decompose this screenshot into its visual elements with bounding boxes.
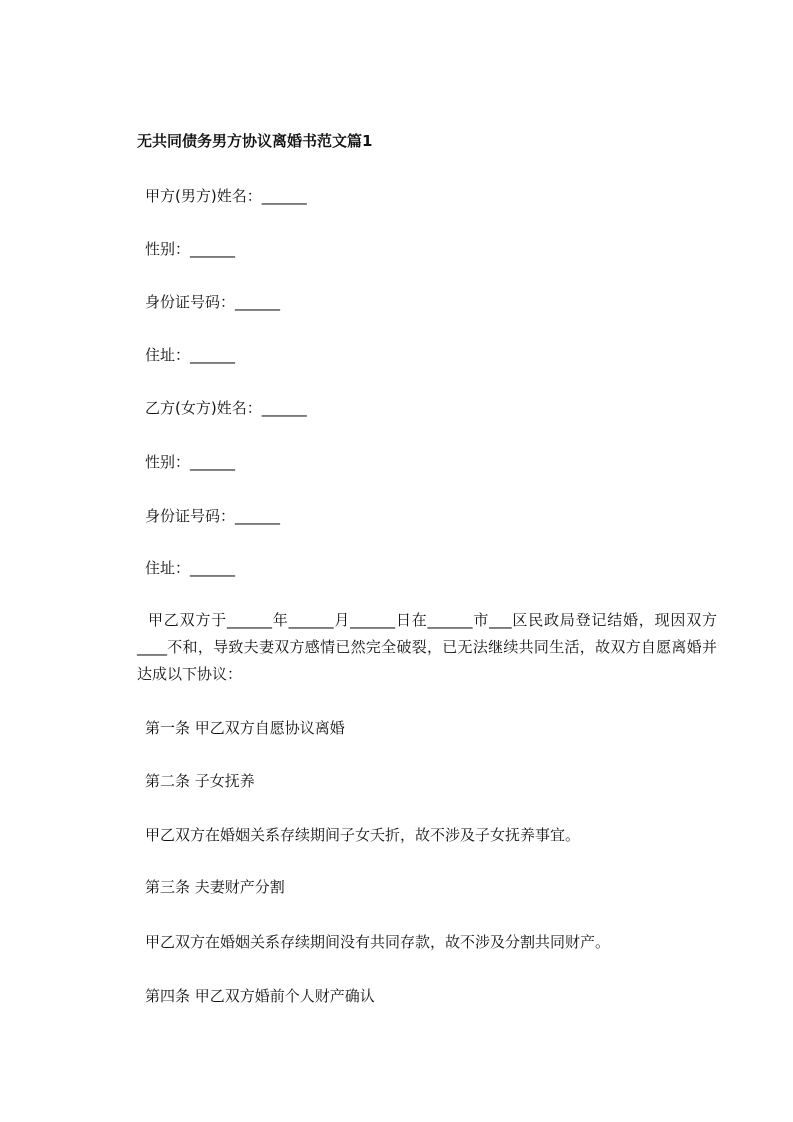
party-b-name-line: 乙方(女方)姓名：______ bbox=[145, 399, 307, 417]
party-a-address-line: 住址：______ bbox=[145, 346, 236, 364]
article-2-body: 甲乙双方在婚姻关系存续期间子女夭折，故不涉及子女抚养事宜。 bbox=[145, 826, 581, 844]
article-1-heading: 第一条 甲乙双方自愿协议离婚 bbox=[145, 719, 345, 737]
article-3-heading: 第三条 夫妻财产分割 bbox=[145, 878, 285, 896]
document-title: 无共同债务男方协议离婚书范文篇1 bbox=[137, 132, 373, 150]
article-4-heading: 第四条 甲乙双方婚前个人财产确认 bbox=[145, 987, 375, 1005]
party-b-id-line: 身份证号码：______ bbox=[145, 507, 281, 525]
party-b-gender-line: 性别：______ bbox=[145, 453, 236, 471]
party-a-name-line: 甲方(男方)姓名：______ bbox=[145, 187, 307, 205]
party-a-gender-line: 性别：______ bbox=[145, 240, 236, 258]
intro-paragraph: 甲乙双方于______年______月______日在______市___区民政局登记结婚，现因双方____不和，导致夫妻双方感情已然完全破裂，已无法继续共同生活，故双方自愿离婚并达成以下协议： bbox=[137, 611, 717, 683]
article-2-heading: 第二条 子女抚养 bbox=[145, 772, 255, 790]
article-3-body: 甲乙双方在婚姻关系存续期间没有共同存款，故不涉及分割共同财产。 bbox=[145, 933, 611, 951]
party-b-address-line: 住址：______ bbox=[145, 559, 236, 577]
party-a-id-line: 身份证号码：______ bbox=[145, 293, 281, 311]
